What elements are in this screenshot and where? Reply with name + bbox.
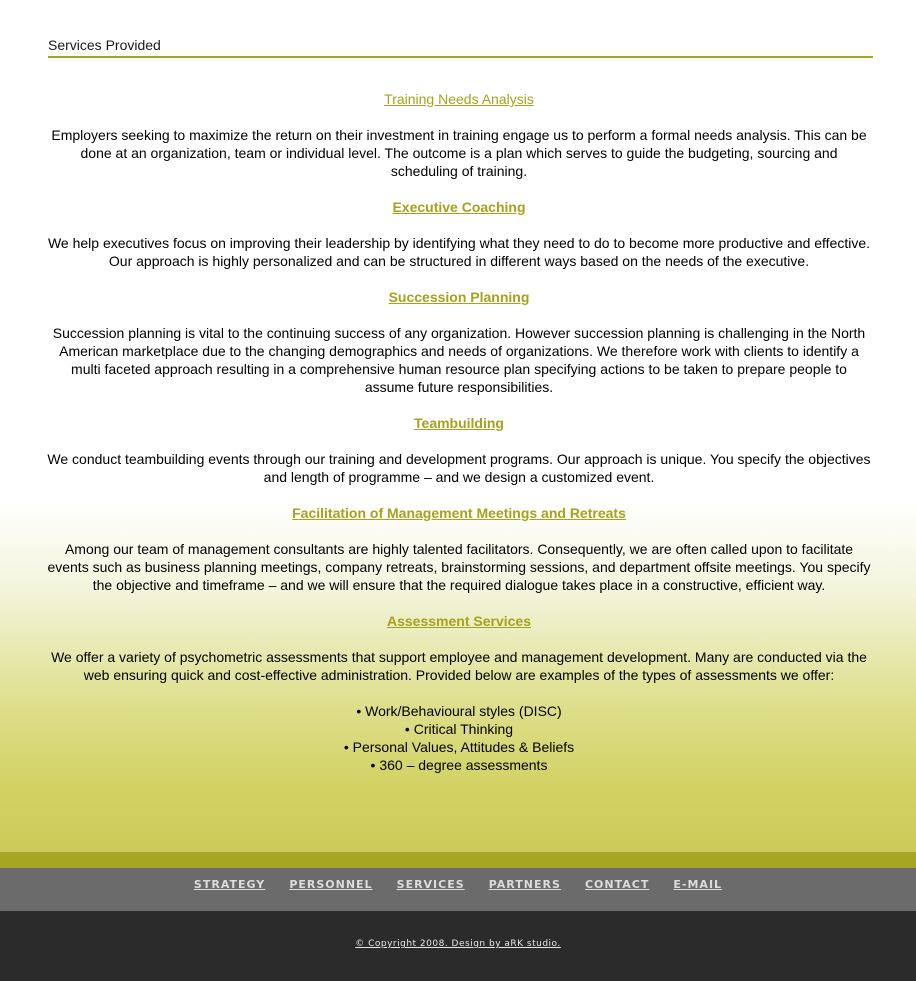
page-title: Services Provided [48, 37, 161, 53]
title-divider [48, 56, 873, 58]
footer [0, 911, 916, 981]
nav-link-strategy[interactable]: STRATEGY [193, 878, 266, 891]
section-teambuilding [46, 414, 872, 486]
text-teambuilding: We conduct teambuilding events through our training and development programs. Our approach is unique. You specify the objectives and length of programme – and we design a customized event. [47, 451, 871, 485]
list-item: • Work/Behavioural styles (DISC) [46, 702, 872, 720]
section-executive-coaching [46, 198, 872, 270]
section-succession-planning [46, 288, 872, 396]
nav-bar [0, 868, 916, 911]
olive-band [0, 852, 916, 868]
list-item: • Critical Thinking [46, 720, 872, 738]
nav-link-contact[interactable]: CONTACT [584, 878, 650, 891]
text-facilitation: Among our team of management consultants are highly talented facilitators. Consequently, we are often called upon to facilitate events such as business planning meetings, company retreats, brainstorming sessions, and department offsite meetings. You specify the objective and timeframe – and we will ensure that the required dialogue takes place in a constructive, efficient way. [47, 541, 871, 593]
heading-teambuilding[interactable]: Teambuilding [414, 415, 504, 431]
text-training-needs-analysis: Employers seeking to maximize the return on their investment in training engage us to perform a formal needs analysis. This can be done at an organization, team or individual level. The outcome is a plan which serves to guide the budgeting, sourcing and scheduling of training. [51, 127, 867, 179]
text-executive-coaching: We help executives focus on improving their leadership by identifying what they need to do to become more productive and effective. Our approach is highly personalized and can be structured in different ways based on the needs of the executive. [47, 235, 871, 269]
section-training-needs-analysis [46, 90, 872, 180]
heading-succession-planning[interactable]: Succession Planning [388, 289, 530, 305]
heading-facilitation[interactable]: Facilitation of Management Meetings and Retreats [292, 505, 626, 521]
nav-link-email[interactable]: E-MAIL [673, 878, 723, 891]
nav-link-partners[interactable]: PARTNERS [488, 878, 561, 891]
list-item: • Personal Values, Attitudes & Beliefs [46, 738, 872, 756]
main-nav [0, 878, 916, 891]
text-assessment-services: We offer a variety of psychometric assessments that support employee and management development. Many are conducted via the web ensuring quick and cost-effective administration. Provided below are examples of the types of assessments we offer: [51, 649, 867, 683]
section-assessment-services [46, 612, 872, 774]
heading-executive-coaching[interactable]: Executive Coaching [392, 199, 526, 215]
assessment-list [46, 702, 872, 774]
nav-link-services[interactable]: SERVICES [396, 878, 465, 891]
text-succession-planning: Succession planning is vital to the continuing success of any organization. However succession planning is challenging in the North American marketplace due to the changing demographics and needs of organizations. We therefore work with clients to identify a multi faceted approach resulting in a comprehensive human resource plan specifying actions to be taken to prepare people to assume future responsibilities. [52, 325, 866, 395]
heading-assessment-services[interactable]: Assessment Services [387, 613, 531, 629]
services-content [46, 90, 872, 774]
heading-training-needs-analysis[interactable]: Training Needs Analysis [384, 91, 534, 107]
nav-link-personnel[interactable]: PERSONNEL [289, 878, 373, 891]
copyright-link[interactable]: © Copyright 2008. Design by aRK studio. [355, 939, 561, 949]
section-facilitation [46, 504, 872, 594]
list-item: • 360 – degree assessments [46, 756, 872, 774]
